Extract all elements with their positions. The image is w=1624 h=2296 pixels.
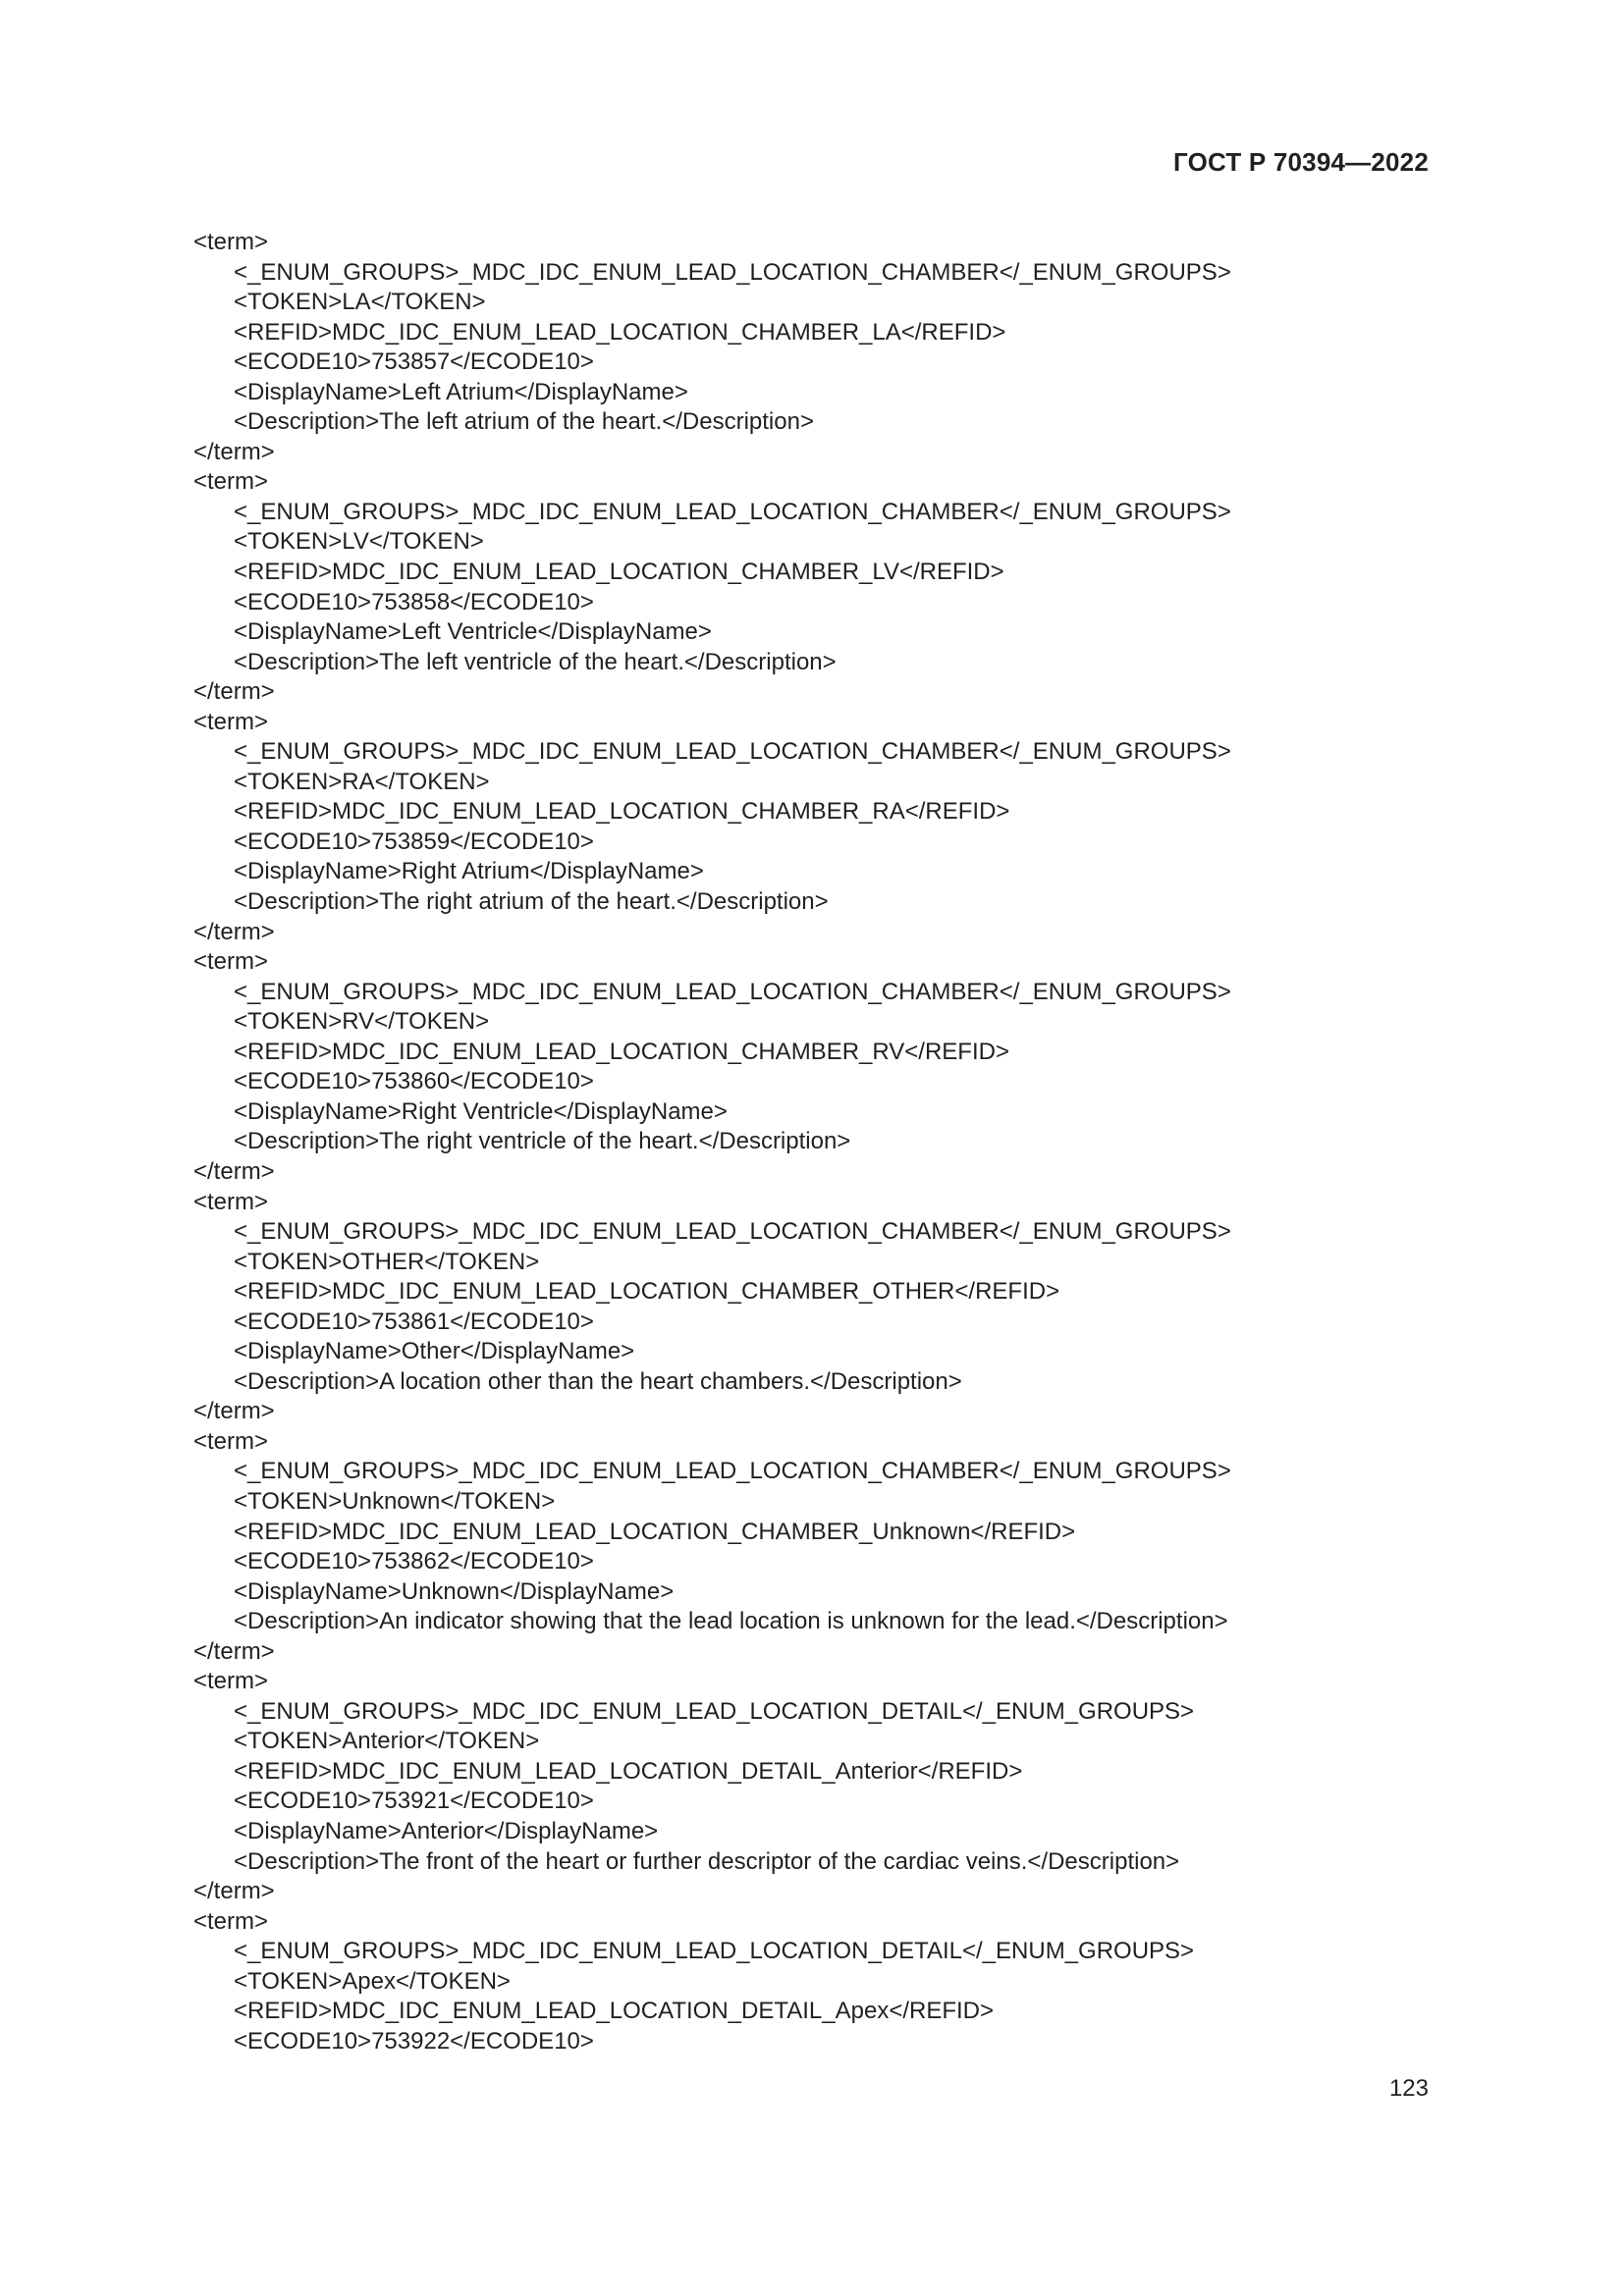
- term-open-tag: <term>: [193, 468, 269, 496]
- term-ecode10: <ECODE10>753860</ECODE10>: [234, 1068, 594, 1095]
- term-close-tag: </term>: [193, 1157, 275, 1185]
- term-display-name: <DisplayName>Other</DisplayName>: [234, 1338, 635, 1365]
- term-enum-groups: <_ENUM_GROUPS>_MDC_IDC_ENUM_LEAD_LOCATION_CHAMBER</_ENUM_GROUPS>: [234, 258, 1231, 286]
- term-open-tag: <term>: [193, 1668, 269, 1695]
- xml-code-listing: [193, 228, 1231, 2056]
- term-description: <Description>A location other than the heart chambers.</Description>: [234, 1367, 962, 1395]
- term-ecode10: <ECODE10>753857</ECODE10>: [234, 348, 594, 376]
- term-refid: <REFID>MDC_IDC_ENUM_LEAD_LOCATION_CHAMBER_LA</REFID>: [234, 318, 1006, 346]
- term-token: <TOKEN>RV</TOKEN>: [234, 1008, 490, 1036]
- term-refid: <REFID>MDC_IDC_ENUM_LEAD_LOCATION_CHAMBER_RA</REFID>: [234, 798, 1010, 826]
- xml-term: [193, 1907, 1231, 2057]
- term-refid: <REFID>MDC_IDC_ENUM_LEAD_LOCATION_CHAMBER_RV</REFID>: [234, 1038, 1009, 1065]
- term-description: <Description>The front of the heart or further descriptor of the cardiac veins.</Description>: [234, 1847, 1180, 1875]
- term-open-tag: <term>: [193, 1188, 269, 1215]
- term-description: <Description>The right atrium of the heart.</Description>: [234, 888, 829, 916]
- term-token: <TOKEN>Anterior</TOKEN>: [234, 1728, 540, 1755]
- term-enum-groups: <_ENUM_GROUPS>_MDC_IDC_ENUM_LEAD_LOCATION_DETAIL</_ENUM_GROUPS>: [234, 1938, 1195, 1965]
- term-enum-groups: <_ENUM_GROUPS>_MDC_IDC_ENUM_LEAD_LOCATION_CHAMBER</_ENUM_GROUPS>: [234, 1218, 1231, 1246]
- term-open-tag: <term>: [193, 229, 269, 255]
- term-display-name: <DisplayName>Left Ventricle</DisplayName>: [234, 618, 712, 646]
- term-open-tag: <term>: [193, 948, 269, 976]
- term-close-tag: </term>: [193, 1398, 275, 1425]
- term-token: <TOKEN>LA</TOKEN>: [234, 289, 486, 316]
- term-ecode10: <ECODE10>753922</ECODE10>: [234, 2027, 594, 2055]
- term-token: <TOKEN>RA</TOKEN>: [234, 768, 490, 795]
- term-token: <TOKEN>Apex</TOKEN>: [234, 1967, 511, 1995]
- term-description: <Description>The left atrium of the heart.</Description>: [234, 408, 814, 436]
- page-number: 123: [1388, 2075, 1429, 2102]
- term-enum-groups: <_ENUM_GROUPS>_MDC_IDC_ENUM_LEAD_LOCATION_CHAMBER</_ENUM_GROUPS>: [234, 498, 1231, 525]
- term-enum-groups: <_ENUM_GROUPS>_MDC_IDC_ENUM_LEAD_LOCATION_CHAMBER</_ENUM_GROUPS>: [234, 1458, 1231, 1485]
- term-enum-groups: <_ENUM_GROUPS>_MDC_IDC_ENUM_LEAD_LOCATION_DETAIL</_ENUM_GROUPS>: [234, 1697, 1195, 1725]
- term-ecode10: <ECODE10>753858</ECODE10>: [234, 588, 594, 615]
- term-token: <TOKEN>OTHER</TOKEN>: [234, 1248, 540, 1275]
- term-open-tag: <term>: [193, 708, 269, 735]
- term-close-tag: </term>: [193, 678, 275, 706]
- term-ecode10: <ECODE10>753921</ECODE10>: [234, 1788, 594, 1815]
- term-ecode10: <ECODE10>753862</ECODE10>: [234, 1548, 594, 1575]
- term-open-tag: <term>: [193, 1907, 269, 1935]
- xml-term: [193, 1188, 1231, 1427]
- xml-term: [193, 947, 1231, 1187]
- term-token: <TOKEN>LV</TOKEN>: [234, 528, 484, 556]
- term-description: <Description>An indicator showing that the lead location is unknown for the lead.</Description>: [234, 1608, 1228, 1635]
- term-open-tag: <term>: [193, 1427, 269, 1455]
- term-enum-groups: <_ENUM_GROUPS>_MDC_IDC_ENUM_LEAD_LOCATION_CHAMBER</_ENUM_GROUPS>: [234, 738, 1231, 766]
- term-display-name: <DisplayName>Right Ventricle</DisplayName>: [234, 1097, 728, 1125]
- xml-term: [193, 708, 1231, 947]
- term-close-tag: </term>: [193, 438, 275, 465]
- xml-term: [193, 1427, 1231, 1667]
- term-ecode10: <ECODE10>753859</ECODE10>: [234, 828, 594, 855]
- xml-term: [193, 228, 1231, 467]
- term-close-tag: </term>: [193, 918, 275, 945]
- xml-term: [193, 1667, 1231, 1906]
- term-refid: <REFID>MDC_IDC_ENUM_LEAD_LOCATION_CHAMBER_LV</REFID>: [234, 559, 1004, 586]
- term-description: <Description>The right ventricle of the heart.</Description>: [234, 1128, 851, 1155]
- term-description: <Description>The left ventricle of the heart.</Description>: [234, 648, 837, 675]
- term-close-tag: </term>: [193, 1878, 275, 1905]
- term-display-name: <DisplayName>Left Atrium</DisplayName>: [234, 378, 688, 405]
- term-display-name: <DisplayName>Anterior</DisplayName>: [234, 1817, 659, 1844]
- term-refid: <REFID>MDC_IDC_ENUM_LEAD_LOCATION_CHAMBER_Unknown</REFID>: [234, 1518, 1076, 1545]
- term-refid: <REFID>MDC_IDC_ENUM_LEAD_LOCATION_CHAMBER_OTHER</REFID>: [234, 1278, 1060, 1306]
- term-display-name: <DisplayName>Right Atrium</DisplayName>: [234, 858, 704, 885]
- term-ecode10: <ECODE10>753861</ECODE10>: [234, 1308, 594, 1335]
- term-token: <TOKEN>Unknown</TOKEN>: [234, 1487, 556, 1515]
- xml-term: [193, 467, 1231, 707]
- term-refid: <REFID>MDC_IDC_ENUM_LEAD_LOCATION_DETAIL_Anterior</REFID>: [234, 1757, 1023, 1785]
- document-header-standard-number: ГОСТ Р 70394—2022: [1173, 147, 1429, 177]
- term-close-tag: </term>: [193, 1637, 275, 1665]
- term-refid: <REFID>MDC_IDC_ENUM_LEAD_LOCATION_DETAIL_Apex</REFID>: [234, 1998, 995, 2025]
- term-enum-groups: <_ENUM_GROUPS>_MDC_IDC_ENUM_LEAD_LOCATION_CHAMBER</_ENUM_GROUPS>: [234, 978, 1231, 1005]
- term-display-name: <DisplayName>Unknown</DisplayName>: [234, 1577, 675, 1605]
